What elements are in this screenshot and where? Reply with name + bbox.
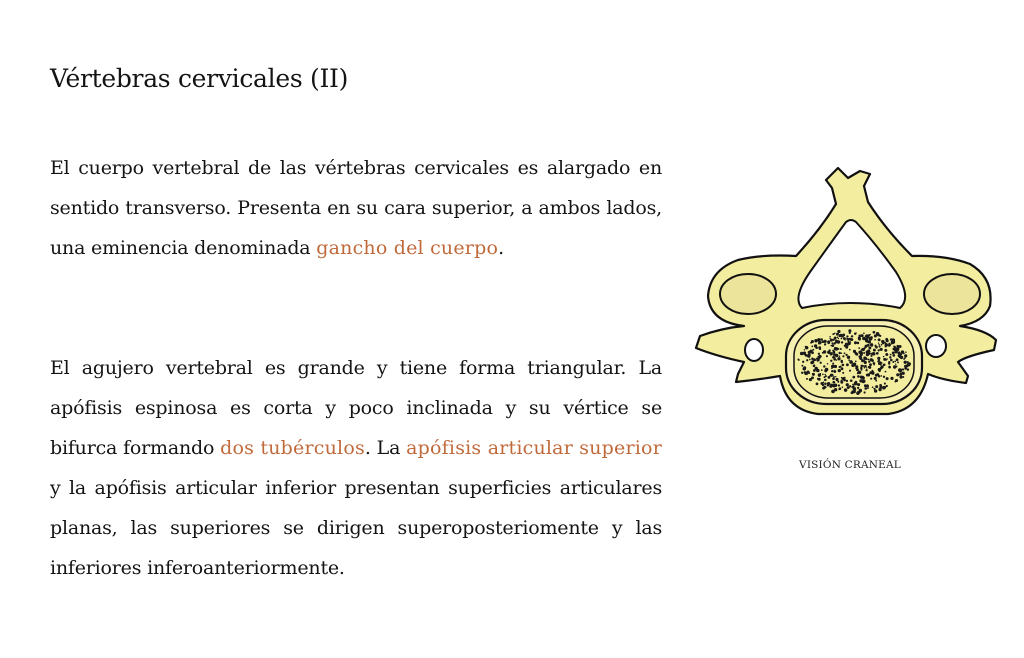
vertebra-illustration [690, 160, 1008, 478]
left-transverse-foramen [745, 339, 763, 361]
paragraph-agujero-vertebral [50, 348, 662, 588]
term-apofisis-articular-superior: apófisis articular superior [406, 437, 662, 459]
right-articular-process [924, 274, 980, 314]
paragraph-text: y la apófisis articular inferior presentan superficies articulares planas, las superiores se dirigen superoposteriomente y las inferiores inferoanteriormente. [50, 477, 662, 579]
paragraph-text: El agujero vertebral es grande y tiene forma triangular. La apófisis espinosa es corta y poco inclinada y su vértice se bifurca formando [50, 357, 662, 459]
figure-caption: VISIÓN CRANEAL [799, 459, 901, 471]
paragraph-text: . La [364, 437, 407, 459]
left-articular-process [720, 274, 776, 314]
paragraph-cuerpo-vertebral [50, 148, 662, 268]
paragraph-text: . [498, 237, 504, 259]
page-title: Vértebras cervicales (II) [50, 64, 349, 93]
paragraph-text: El cuerpo vertebral de las vértebras cervicales es alargado en sentido transverso. Presenta en su cara superior, a ambos lados, una eminencia denominada [50, 157, 662, 259]
cervical-vertebra-drawing [690, 160, 1008, 478]
term-gancho-del-cuerpo: gancho del cuerpo [316, 237, 499, 259]
right-transverse-foramen [926, 335, 946, 357]
term-dos-tuberculos: dos tubérculos [220, 437, 365, 459]
